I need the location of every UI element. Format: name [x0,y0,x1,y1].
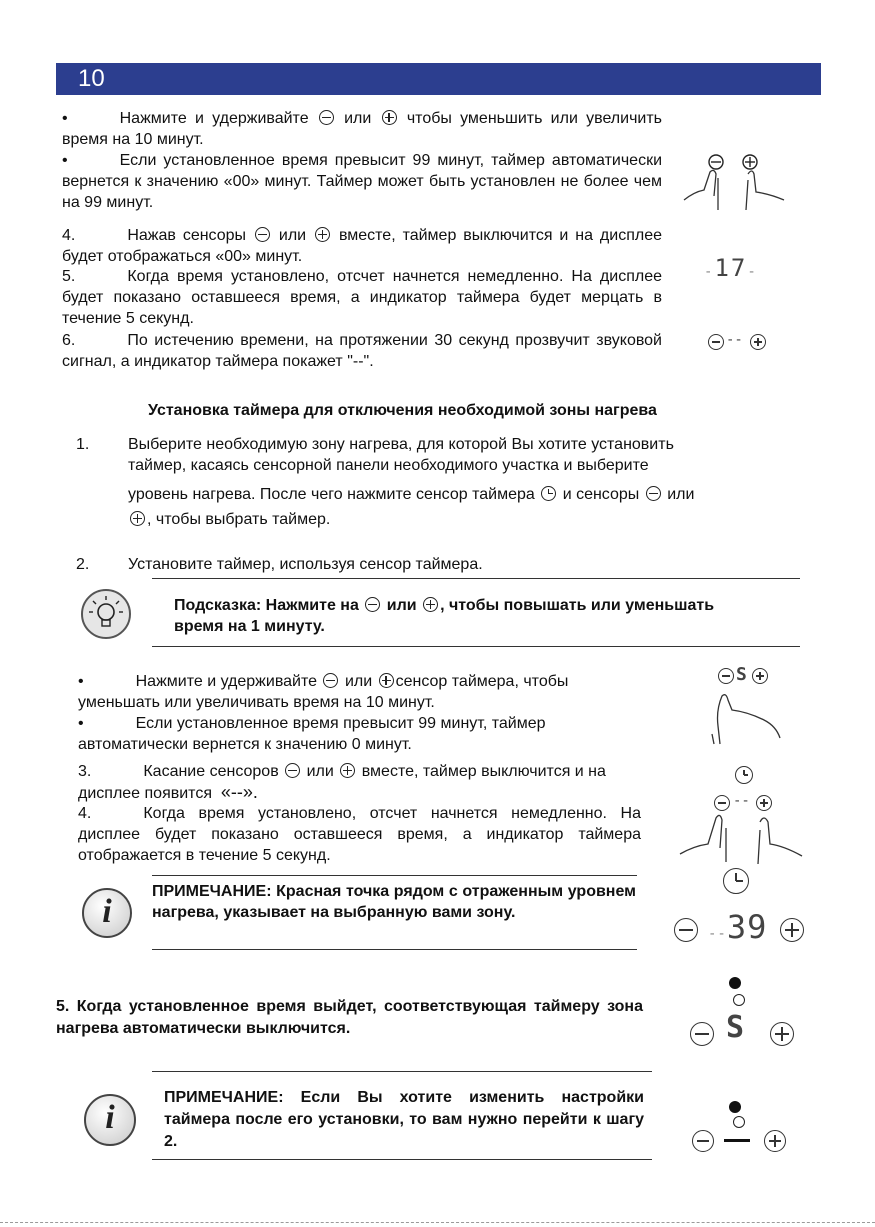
section1-bullet2: • Если установленное время превысит 99 минут, таймер автоматически вернется к значению «00» минут. Таймер может быть установлен не более чем на 99 минут. [62,152,662,211]
fingers-press-illustration [680,150,790,212]
plus-icon [780,918,804,942]
lightbulb-icon [80,588,132,640]
plus-icon [382,110,397,125]
section3-bullet2: • Если установленное время превысит 99 минут, таймер автоматически вернется к значению 0 минут. [78,715,546,753]
minus-icon [319,110,334,125]
minus-icon [692,1130,714,1152]
tip-bottom-rule [152,646,800,647]
section1-step6: 6. По истечению времени, на протяжении 30 секунд прозвучит звуковой сигнал, а индикатор таймера покажет "--". [62,332,662,370]
timer-icon [541,486,556,501]
timer-icon [723,868,749,894]
note2-top-rule [152,1071,652,1072]
minus-icon [285,763,300,778]
fingers-press-illustration [676,808,806,864]
section1-step4: 4. Нажав сенсоры или вместе, таймер выключится и на дисплее будет отображаться «00» минут. [62,227,662,265]
plus-icon [752,668,768,684]
plus-icon [340,763,355,778]
section2-step2: Установите таймер, используя сенсор таймера. [128,556,483,573]
minus-icon [708,334,724,350]
section3-step3: 3. Касание сенсоров или вместе, таймер выключится и на дисплее появится «--». [78,763,606,802]
display-dashes: -- [733,793,750,809]
tip-top-rule [152,578,800,579]
note1-text: ПРИМЕЧАНИЕ: Красная точка рядом с отраженным уровнем нагрева, указывает на выбранную вами зону. [152,883,636,921]
plus-icon [750,334,766,350]
timer-icon [735,766,753,784]
display-dashes: -- [726,332,743,348]
page-header-bar [56,63,821,95]
page-number: 10 [78,65,105,92]
display-readout-39: --39 [708,908,768,946]
minus-icon [323,673,338,688]
section2-step2-num: 2. [76,556,90,573]
info-icon: i [84,1094,136,1146]
plus-icon [315,227,330,242]
display-readout-17: -17- [704,254,758,282]
section3-bullet1: • Нажмите и удерживайте или сенсор таймера, чтобы уменьшать или увеличивать время на 10 минут. [78,673,569,711]
plus-icon [379,673,394,688]
note2-bottom-rule [152,1159,652,1160]
display-s: S [726,1010,745,1045]
minus-icon [646,486,661,501]
note1-top-rule [152,875,637,876]
tip-text: Подсказка: Нажмите на или , чтобы повышать или уменьшать время на 1 минуту. [174,597,715,635]
note1-bottom-rule [152,949,637,950]
step5-text: 5. Когда установленное время выйдет, соответствующая таймеру зона нагрева автоматически выключится. [56,998,643,1037]
zone-ring [733,1116,745,1128]
finger-press-illustration [706,690,786,746]
zone-dot [729,977,741,989]
display-bar [724,1139,750,1142]
plus-icon [770,1022,794,1046]
display-s: S [736,664,747,685]
section1-bullet1: • Нажмите и удерживайте или чтобы уменьшить или увеличить время на 10 минут. [62,110,663,148]
plus-icon [423,597,438,612]
section1-step5: 5. Когда время установлено, отсчет начнется немедленно. На дисплее будет показано оставшееся время, а индикатор таймера будет мерцать в течение 5 секунд. [62,268,662,327]
page-bottom-line [0,1222,875,1223]
section2-step1: Выберите необходимую зону нагрева, для которой Вы хотите установить таймер, касаясь сенсорной панели необходимого участка и выберите уровень нагрева. После чего нажмите сенсор таймера и сенсоры или , чтобы выбрать таймер. [128,436,695,528]
minus-icon [718,668,734,684]
plus-icon [764,1130,786,1152]
minus-icon [690,1022,714,1046]
section2-step1-num: 1. [76,436,90,453]
note2-text: ПРИМЕЧАНИЕ: Если Вы хотите изменить настройки таймера после его установки, то вам нужно перейти к шагу 2. [164,1089,644,1150]
zone-ring [733,994,745,1006]
section2-title: Установка таймера для отключения необходимой зоны нагрева [148,402,657,419]
section3-step4: 4. Когда время установлено, отсчет начнется немедленно. На дисплее будет показано оставшееся время, а индикатор таймера отображается в течение 5 секунд. [78,805,641,864]
zone-dot [729,1101,741,1113]
minus-icon [674,918,698,942]
minus-icon [365,597,380,612]
plus-icon [130,511,145,526]
info-icon: i [82,888,132,938]
minus-icon [255,227,270,242]
